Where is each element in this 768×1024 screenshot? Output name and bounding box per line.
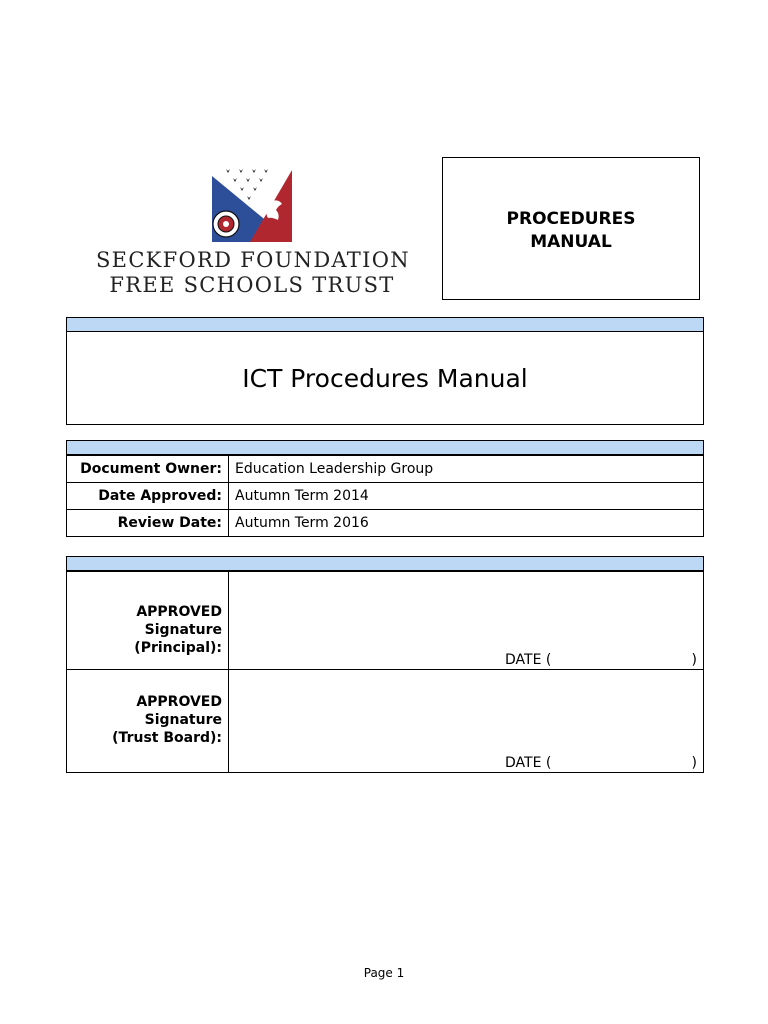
principal-signature-field[interactable] (229, 572, 704, 670)
trust-board-role-text: (Trust Board): (112, 730, 222, 746)
principal-signature-label (134, 603, 222, 657)
review-label: Review Date: (67, 510, 229, 537)
crest-icon (212, 166, 292, 242)
trust-board-signature-text: Signature (144, 712, 222, 728)
procedures-manual-box (442, 157, 700, 300)
trust-board-signature-field[interactable] (229, 670, 704, 773)
owner-value: Education Leadership Group (229, 456, 704, 483)
table-row (67, 572, 704, 670)
title-box (66, 332, 704, 425)
principal-date-close: ) (691, 652, 697, 668)
table-row (67, 456, 704, 483)
manual-box-line-2: MANUAL (530, 232, 612, 252)
trust-board-date-label: DATE ( (505, 755, 552, 771)
signature-table (66, 571, 704, 773)
table-row (67, 483, 704, 510)
table-row (67, 510, 704, 537)
principal-label-cell (67, 572, 229, 670)
principal-signature-text: Signature (144, 622, 222, 638)
info-header-band (66, 440, 704, 455)
title-header-band (66, 317, 704, 332)
page-number: Page 1 (363, 966, 405, 980)
document-info-table (66, 455, 704, 537)
signature-header-band (66, 556, 704, 571)
approved-label: Date Approved: (67, 483, 229, 510)
trust-board-date-close: ) (691, 755, 697, 771)
principal-role-text: (Principal): (134, 640, 222, 656)
trust-board-signature-label (112, 693, 222, 747)
trust-board-approved-text: APPROVED (136, 694, 222, 710)
seckford-logo (96, 166, 408, 298)
principal-approved-text: APPROVED (136, 604, 222, 620)
review-value: Autumn Term 2016 (229, 510, 704, 537)
principal-date-label: DATE ( (505, 652, 552, 668)
logo-line-2: FREE SCHOOLS TRUST (109, 273, 395, 297)
manual-box-line-1: PROCEDURES (506, 209, 636, 229)
logo-line-1: SECKFORD FOUNDATION (96, 248, 410, 272)
trust-board-label-cell (67, 670, 229, 773)
document-title: ICT Procedures Manual (242, 364, 528, 393)
approved-value: Autumn Term 2014 (229, 483, 704, 510)
owner-label: Document Owner: (67, 456, 229, 483)
table-row (67, 670, 704, 773)
